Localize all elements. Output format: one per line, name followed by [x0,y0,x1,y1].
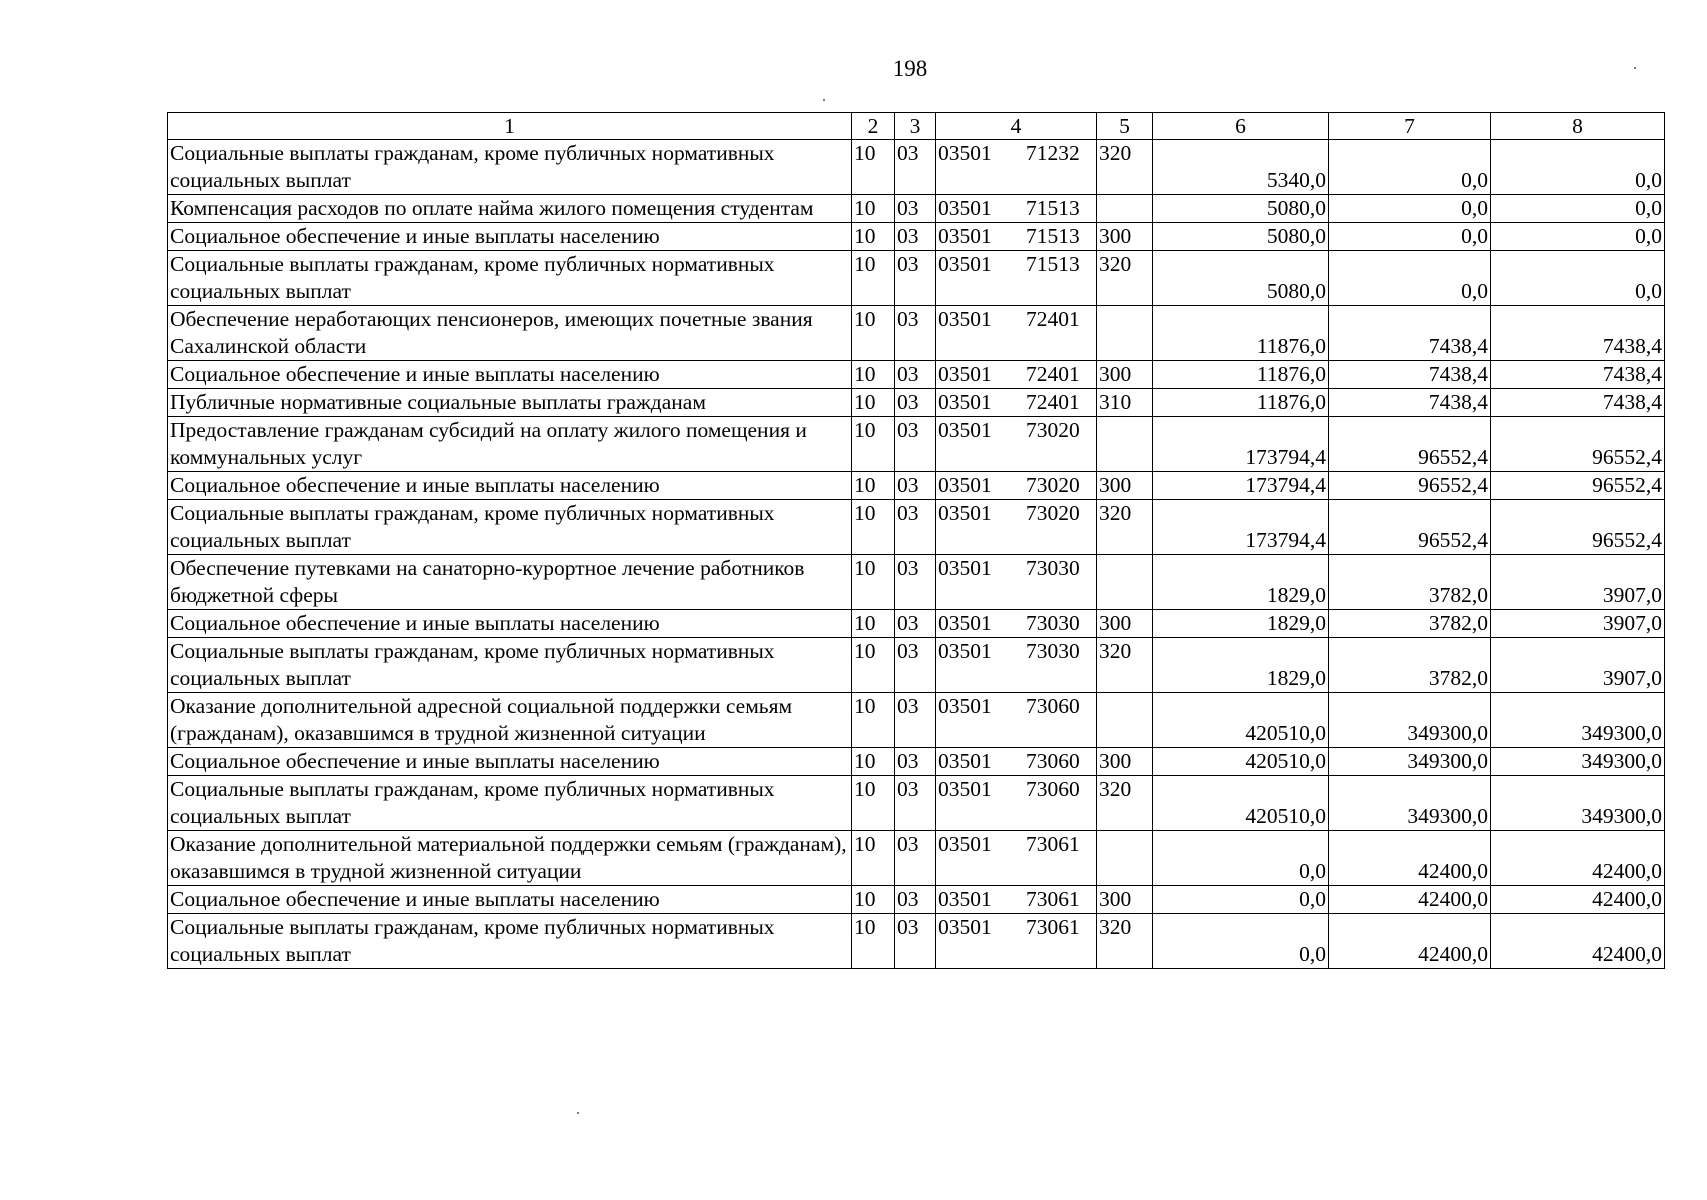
code-subsection: 03 [895,251,936,306]
code-expense-type [1097,306,1153,361]
code-direction: 71513 [1026,224,1080,248]
code-target [936,693,1097,748]
code-program: 03501 [938,141,992,165]
row-name: Социальное обеспечение и иные выплаты населению [168,610,852,638]
code-program: 03501 [938,832,992,856]
table-row [168,195,1665,223]
table-row [168,555,1665,610]
code-subsection: 03 [895,831,936,886]
value-col-6: 11876,0 [1153,389,1329,417]
value-col-6: 5080,0 [1153,251,1329,306]
code-program: 03501 [938,749,992,773]
code-direction: 73061 [1026,832,1080,856]
value-col-8: 349300,0 [1491,693,1665,748]
code-target [936,638,1097,693]
value-col-8: 96552,4 [1491,500,1665,555]
value-col-8: 3907,0 [1491,638,1665,693]
code-subsection: 03 [895,389,936,417]
table-row [168,776,1665,831]
value-col-7: 0,0 [1329,195,1491,223]
code-direction: 73030 [1026,611,1080,635]
table-row [168,831,1665,886]
table-row [168,748,1665,776]
code-program: 03501 [938,418,992,442]
value-col-6: 1829,0 [1153,555,1329,610]
row-name: Оказание дополнительной адресной социальной поддержки семьям (гражданам), оказавшимся в трудной жизненной ситуации [168,693,852,748]
value-col-7: 96552,4 [1329,472,1491,500]
code-subsection: 03 [895,638,936,693]
value-col-8: 42400,0 [1491,831,1665,886]
code-target [936,555,1097,610]
code-direction: 73020 [1026,418,1080,442]
header-col-8: 8 [1491,113,1665,140]
code-direction: 73020 [1026,501,1080,525]
code-expense-type: 320 [1097,776,1153,831]
code-target [936,472,1097,500]
value-col-6: 11876,0 [1153,361,1329,389]
code-section: 10 [852,140,895,195]
value-col-8: 7438,4 [1491,389,1665,417]
table-body [168,140,1665,969]
header-col-5: 5 [1097,113,1153,140]
row-name: Социальное обеспечение и иные выплаты населению [168,223,852,251]
value-col-8: 3907,0 [1491,555,1665,610]
code-direction: 73030 [1026,556,1080,580]
code-target [936,361,1097,389]
table-row [168,361,1665,389]
code-program: 03501 [938,694,992,718]
code-program: 03501 [938,362,992,386]
code-target [936,251,1097,306]
code-subsection: 03 [895,914,936,969]
code-section: 10 [852,472,895,500]
code-subsection: 03 [895,693,936,748]
code-section: 10 [852,638,895,693]
row-name: Оказание дополнительной материальной поддержки семьям (гражданам), оказавшимся в трудной жизненной ситуации [168,831,852,886]
code-direction: 71232 [1026,141,1080,165]
value-col-8: 0,0 [1491,223,1665,251]
code-section: 10 [852,886,895,914]
row-name: Социальные выплаты гражданам, кроме публичных нормативных социальных выплат [168,140,852,195]
code-target [936,389,1097,417]
code-subsection: 03 [895,776,936,831]
value-col-6: 5080,0 [1153,223,1329,251]
code-direction: 72401 [1026,362,1080,386]
value-col-8: 349300,0 [1491,748,1665,776]
table-row [168,223,1665,251]
row-name: Обеспечение неработающих пенсионеров, имеющих почетные звания Сахалинской области [168,306,852,361]
code-program: 03501 [938,390,992,414]
code-expense-type: 300 [1097,223,1153,251]
value-col-8: 7438,4 [1491,361,1665,389]
value-col-8: 42400,0 [1491,886,1665,914]
code-target [936,195,1097,223]
code-expense-type: 320 [1097,500,1153,555]
row-name: Социальное обеспечение и иные выплаты населению [168,361,852,389]
code-expense-type: 300 [1097,610,1153,638]
row-name: Компенсация расходов по оплате найма жилого помещения студентам [168,195,852,223]
value-col-8: 0,0 [1491,140,1665,195]
table-row [168,638,1665,693]
value-col-7: 96552,4 [1329,500,1491,555]
code-direction: 73060 [1026,694,1080,718]
code-subsection: 03 [895,472,936,500]
value-col-6: 5080,0 [1153,195,1329,223]
scan-speck [1634,67,1636,69]
value-col-7: 3782,0 [1329,610,1491,638]
table-row [168,500,1665,555]
code-section: 10 [852,389,895,417]
value-col-7: 0,0 [1329,140,1491,195]
code-target [936,914,1097,969]
value-col-7: 7438,4 [1329,306,1491,361]
value-col-7: 349300,0 [1329,776,1491,831]
value-col-6: 0,0 [1153,914,1329,969]
code-section: 10 [852,195,895,223]
value-col-7: 42400,0 [1329,886,1491,914]
code-expense-type: 300 [1097,361,1153,389]
code-direction: 71513 [1026,252,1080,276]
code-direction: 73030 [1026,639,1080,663]
table-row [168,306,1665,361]
code-program: 03501 [938,887,992,911]
scan-speck [577,1112,579,1114]
value-col-7: 349300,0 [1329,748,1491,776]
table-row [168,886,1665,914]
value-col-6: 420510,0 [1153,776,1329,831]
code-section: 10 [852,417,895,472]
code-direction: 73061 [1026,887,1080,911]
header-row [168,113,1665,140]
value-col-7: 42400,0 [1329,831,1491,886]
value-col-6: 173794,4 [1153,472,1329,500]
code-section: 10 [852,361,895,389]
code-expense-type [1097,417,1153,472]
code-expense-type: 320 [1097,638,1153,693]
budget-table [167,112,1665,969]
value-col-6: 173794,4 [1153,500,1329,555]
table-row [168,914,1665,969]
code-target [936,831,1097,886]
code-target [936,417,1097,472]
value-col-6: 0,0 [1153,831,1329,886]
code-program: 03501 [938,639,992,663]
code-target [936,306,1097,361]
code-program: 03501 [938,501,992,525]
table-row [168,140,1665,195]
row-name: Социальные выплаты гражданам, кроме публичных нормативных социальных выплат [168,638,852,693]
header-col-6: 6 [1153,113,1329,140]
code-subsection: 03 [895,306,936,361]
row-name: Социальные выплаты гражданам, кроме публичных нормативных социальных выплат [168,776,852,831]
code-program: 03501 [938,556,992,580]
table-row [168,251,1665,306]
code-subsection: 03 [895,886,936,914]
code-subsection: 03 [895,500,936,555]
table-row [168,693,1665,748]
code-expense-type: 310 [1097,389,1153,417]
row-name: Публичные нормативные социальные выплаты гражданам [168,389,852,417]
code-section: 10 [852,555,895,610]
header-col-3: 3 [895,113,936,140]
code-section: 10 [852,306,895,361]
code-expense-type: 300 [1097,472,1153,500]
code-subsection: 03 [895,361,936,389]
code-direction: 71513 [1026,196,1080,220]
value-col-6: 1829,0 [1153,638,1329,693]
value-col-7: 96552,4 [1329,417,1491,472]
code-target [936,886,1097,914]
code-section: 10 [852,748,895,776]
row-name: Социальные выплаты гражданам, кроме публичных нормативных социальных выплат [168,914,852,969]
code-program: 03501 [938,473,992,497]
value-col-8: 349300,0 [1491,776,1665,831]
code-direction: 73060 [1026,777,1080,801]
row-name: Социальное обеспечение и иные выплаты населению [168,472,852,500]
value-col-8: 42400,0 [1491,914,1665,969]
code-section: 10 [852,223,895,251]
value-col-8: 96552,4 [1491,417,1665,472]
table-header [168,113,1665,140]
code-target [936,748,1097,776]
code-subsection: 03 [895,195,936,223]
value-col-7: 7438,4 [1329,389,1491,417]
code-direction: 73020 [1026,473,1080,497]
code-program: 03501 [938,777,992,801]
code-direction: 72401 [1026,390,1080,414]
value-col-8: 0,0 [1491,195,1665,223]
code-program: 03501 [938,224,992,248]
value-col-6: 1829,0 [1153,610,1329,638]
code-section: 10 [852,914,895,969]
code-section: 10 [852,500,895,555]
table-row [168,610,1665,638]
code-subsection: 03 [895,417,936,472]
value-col-8: 0,0 [1491,251,1665,306]
code-expense-type: 320 [1097,140,1153,195]
header-col-1: 1 [168,113,852,140]
row-name: Социальные выплаты гражданам, кроме публичных нормативных социальных выплат [168,500,852,555]
code-program: 03501 [938,307,992,331]
value-col-7: 349300,0 [1329,693,1491,748]
code-section: 10 [852,251,895,306]
table-row [168,472,1665,500]
header-col-7: 7 [1329,113,1491,140]
scan-speck [823,99,825,101]
code-subsection: 03 [895,610,936,638]
value-col-6: 173794,4 [1153,417,1329,472]
code-direction: 72401 [1026,307,1080,331]
value-col-6: 0,0 [1153,886,1329,914]
code-subsection: 03 [895,140,936,195]
code-direction: 73061 [1026,915,1080,939]
code-direction: 73060 [1026,749,1080,773]
value-col-6: 5340,0 [1153,140,1329,195]
value-col-7: 3782,0 [1329,638,1491,693]
code-expense-type: 300 [1097,886,1153,914]
row-name: Социальное обеспечение и иные выплаты населению [168,886,852,914]
code-program: 03501 [938,196,992,220]
table-row [168,389,1665,417]
header-col-4: 4 [936,113,1097,140]
header-col-2: 2 [852,113,895,140]
code-target [936,776,1097,831]
code-target [936,140,1097,195]
code-target [936,500,1097,555]
value-col-7: 0,0 [1329,251,1491,306]
value-col-6: 420510,0 [1153,748,1329,776]
value-col-7: 3782,0 [1329,555,1491,610]
value-col-7: 0,0 [1329,223,1491,251]
row-name: Предоставление гражданам субсидий на оплату жилого помещения и коммунальных услуг [168,417,852,472]
table-row [168,417,1665,472]
value-col-7: 7438,4 [1329,361,1491,389]
code-program: 03501 [938,252,992,276]
value-col-8: 96552,4 [1491,472,1665,500]
row-name: Обеспечение путевками на санаторно-курортное лечение работников бюджетной сферы [168,555,852,610]
row-name: Социальное обеспечение и иные выплаты населению [168,748,852,776]
code-subsection: 03 [895,748,936,776]
code-program: 03501 [938,915,992,939]
code-section: 10 [852,831,895,886]
code-section: 10 [852,776,895,831]
code-program: 03501 [938,611,992,635]
value-col-6: 11876,0 [1153,306,1329,361]
code-expense-type [1097,831,1153,886]
code-expense-type: 320 [1097,914,1153,969]
code-expense-type [1097,693,1153,748]
code-expense-type [1097,195,1153,223]
value-col-6: 420510,0 [1153,693,1329,748]
value-col-8: 7438,4 [1491,306,1665,361]
value-col-7: 42400,0 [1329,914,1491,969]
page-number: 198 [892,56,928,81]
code-subsection: 03 [895,555,936,610]
code-expense-type [1097,555,1153,610]
code-section: 10 [852,693,895,748]
value-col-8: 3907,0 [1491,610,1665,638]
code-target [936,223,1097,251]
code-subsection: 03 [895,223,936,251]
code-expense-type: 320 [1097,251,1153,306]
code-target [936,610,1097,638]
row-name: Социальные выплаты гражданам, кроме публичных нормативных социальных выплат [168,251,852,306]
code-expense-type: 300 [1097,748,1153,776]
code-section: 10 [852,610,895,638]
